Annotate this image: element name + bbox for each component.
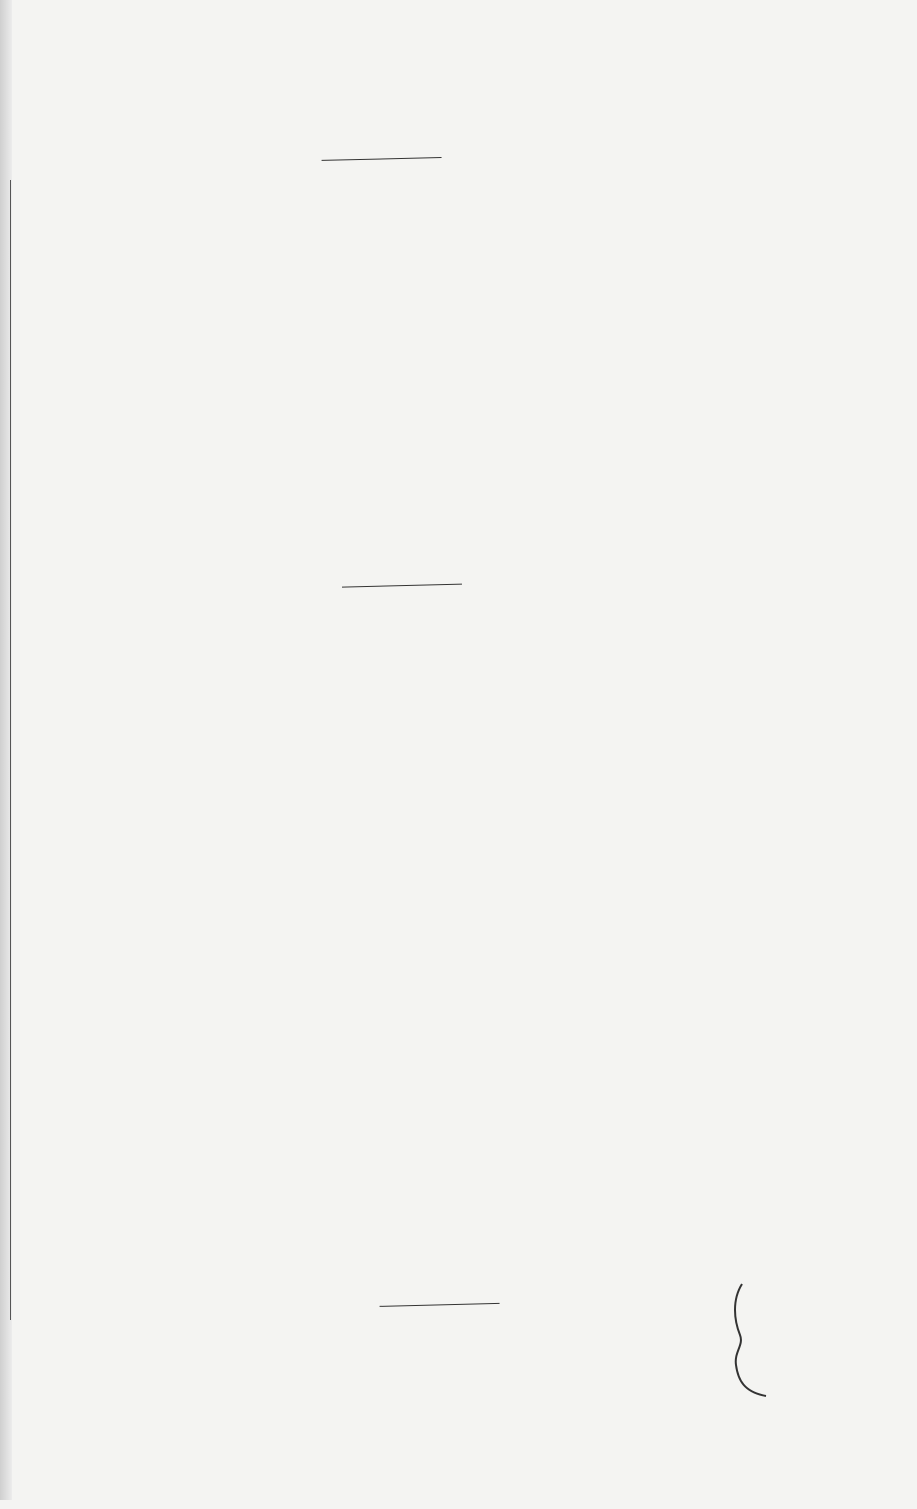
dialogue-block <box>30 817 770 835</box>
book-page <box>10 0 806 1509</box>
characters-line <box>29 757 789 776</box>
top-text-block <box>14 175 754 193</box>
page-number <box>13 111 773 130</box>
question-block-1 <box>22 499 762 517</box>
lesson-title <box>25 623 785 642</box>
section-rule-2 <box>380 1303 500 1307</box>
binding-edge-line <box>10 180 11 1320</box>
header-rule <box>322 157 442 161</box>
section-rule-1 <box>342 584 462 588</box>
handwritten-brace-mark <box>730 1280 770 1400</box>
question-one <box>22 499 762 517</box>
question-block-2 <box>39 1203 779 1221</box>
dialogue-title <box>28 721 788 740</box>
verbs-heading <box>26 673 786 692</box>
question-two <box>39 1203 779 1221</box>
